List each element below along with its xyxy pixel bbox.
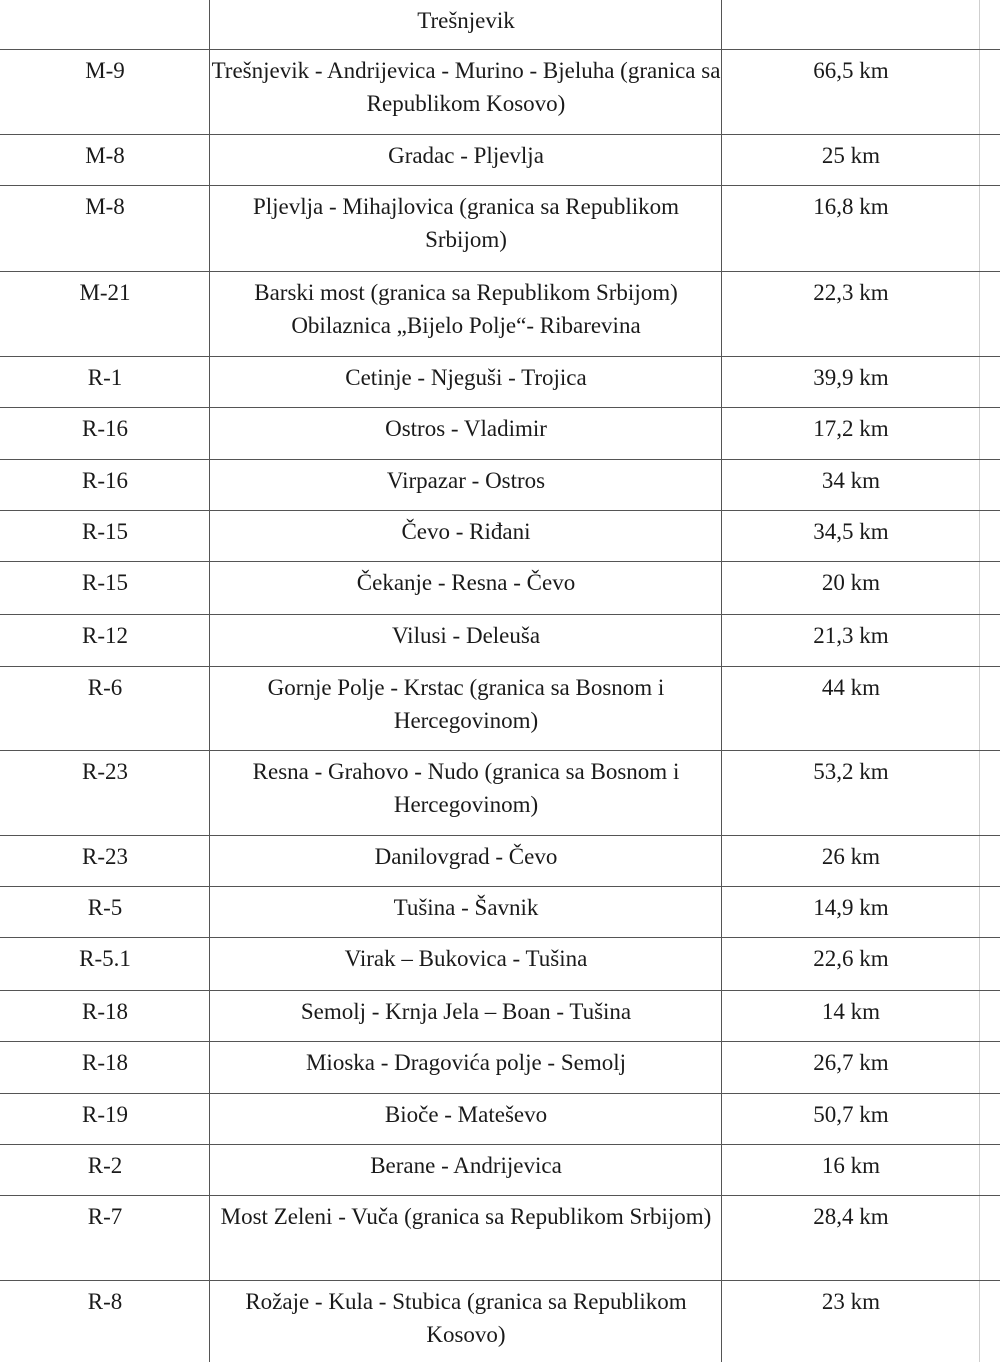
route-cell: Ostros - Vladimir — [385, 416, 547, 441]
table-row — [0, 272, 1000, 357]
route-cell: Tušina - Šavnik — [393, 895, 539, 920]
road-code-cell: M-21 — [79, 280, 131, 305]
length-cell: 16 km — [821, 1153, 881, 1178]
table-row — [0, 751, 1000, 836]
length-cell: 20 km — [821, 570, 881, 595]
table-row — [0, 1042, 1000, 1094]
length-cell: 28,4 km — [813, 1204, 889, 1229]
length-cell: 53,2 km — [813, 759, 889, 784]
table-row — [0, 460, 1000, 511]
route-cell: Danilovgrad - Čevo — [374, 844, 558, 869]
route-cell: Trešnjevik — [417, 8, 515, 33]
route-cell: Mioska - Dragovića polje - Semolj — [305, 1050, 626, 1075]
length-cell: 39,9 km — [813, 365, 889, 390]
length-cell: 25 km — [821, 143, 881, 168]
length-cell: 26 km — [821, 844, 881, 869]
length-cell: 50,7 km — [813, 1102, 889, 1127]
table-row — [0, 1094, 1000, 1145]
table-row — [0, 562, 1000, 615]
table-row — [0, 887, 1000, 938]
road-code-cell — [0, 0, 210, 49]
road-code-cell: R-16 — [82, 468, 128, 493]
length-cell: 22,6 km — [813, 946, 889, 971]
route-cell: Čekanje - Resna - Čevo — [356, 570, 576, 595]
table-row — [0, 0, 1000, 50]
route-cell: Pljevlja - Mihajlovica (granica sa Republikom Srbijom) — [252, 194, 680, 252]
road-code-cell: R-16 — [82, 416, 128, 441]
road-code-cell: R-5 — [87, 895, 123, 920]
length-cell: 21,3 km — [813, 623, 889, 648]
road-code-cell: R-18 — [82, 1050, 128, 1075]
length-cell: 14 km — [821, 999, 881, 1024]
road-code-cell: R-8 — [87, 1289, 123, 1314]
length-cell: 34 km — [821, 468, 881, 493]
route-cell: Gradac - Pljevlja — [388, 143, 544, 168]
road-code-cell: R-5.1 — [79, 946, 131, 971]
table-row — [0, 357, 1000, 408]
length-cell: 14,9 km — [813, 895, 889, 920]
length-cell — [722, 0, 980, 49]
route-cell: Čevo - Riđani — [401, 519, 531, 544]
length-cell: 44 km — [821, 675, 881, 700]
table-row — [0, 186, 1000, 272]
length-cell: 34,5 km — [813, 519, 889, 544]
route-cell: Vilusi - Deleuša — [391, 623, 541, 648]
route-cell: Barski most (granica sa Republikom Srbijom) Obilaznica „Bijelo Polje“- Ribarevina — [254, 280, 678, 338]
table-row — [0, 50, 1000, 135]
road-code-cell: R-23 — [82, 759, 128, 784]
road-code-cell: M-9 — [85, 58, 125, 83]
table-row — [0, 615, 1000, 667]
table-row — [0, 667, 1000, 751]
table-row — [0, 1281, 1000, 1362]
route-cell: Virpazar - Ostros — [386, 468, 546, 493]
route-cell: Resna - Grahovo - Nudo (granica sa Bosnom i Hercegovinom) — [252, 759, 680, 817]
length-cell: 16,8 km — [813, 194, 889, 219]
length-cell: 66,5 km — [813, 58, 889, 83]
route-cell: Most Zeleni - Vuča (granica sa Republikom Srbijom) — [220, 1204, 712, 1229]
road-code-cell: R-15 — [82, 519, 128, 544]
table-row — [0, 1145, 1000, 1196]
table-row — [0, 135, 1000, 186]
route-cell: Cetinje - Njeguši - Trojica — [345, 365, 587, 390]
length-cell: 26,7 km — [813, 1050, 889, 1075]
road-code-cell: R-7 — [87, 1204, 123, 1229]
route-cell: Rožaje - Kula - Stubica (granica sa Republikom Kosovo) — [245, 1289, 687, 1347]
road-code-cell: R-1 — [87, 365, 123, 390]
table-row — [0, 408, 1000, 460]
road-code-cell: M-8 — [85, 194, 125, 219]
length-cell: 23 km — [821, 1289, 881, 1314]
table-row — [0, 836, 1000, 887]
route-cell: Gornje Polje - Krstac (granica sa Bosnom i Hercegovinom) — [267, 675, 665, 733]
road-code-cell: R-6 — [87, 675, 123, 700]
road-code-cell: R-18 — [82, 999, 128, 1024]
road-code-cell: R-19 — [82, 1102, 128, 1127]
length-cell: 17,2 km — [813, 416, 889, 441]
table-row — [0, 938, 1000, 991]
road-code-cell: R-2 — [87, 1153, 123, 1178]
road-code-cell: R-23 — [82, 844, 128, 869]
table-row — [0, 1196, 1000, 1281]
road-code-cell: R-12 — [82, 623, 128, 648]
route-cell: Trešnjevik - Andrijevica - Murino - Bjeluha (granica sa Republikom Kosovo) — [211, 58, 721, 116]
route-cell: Semolj - Krnja Jela – Boan - Tušina — [300, 999, 632, 1024]
route-cell: Bioče - Mateševo — [384, 1102, 548, 1127]
road-code-cell: R-15 — [82, 570, 128, 595]
length-cell: 22,3 km — [813, 280, 889, 305]
road-code-cell: M-8 — [85, 143, 125, 168]
table-row — [0, 991, 1000, 1042]
table-row — [0, 511, 1000, 562]
route-cell: Virak – Bukovica - Tušina — [344, 946, 588, 971]
route-cell: Berane - Andrijevica — [370, 1153, 562, 1178]
